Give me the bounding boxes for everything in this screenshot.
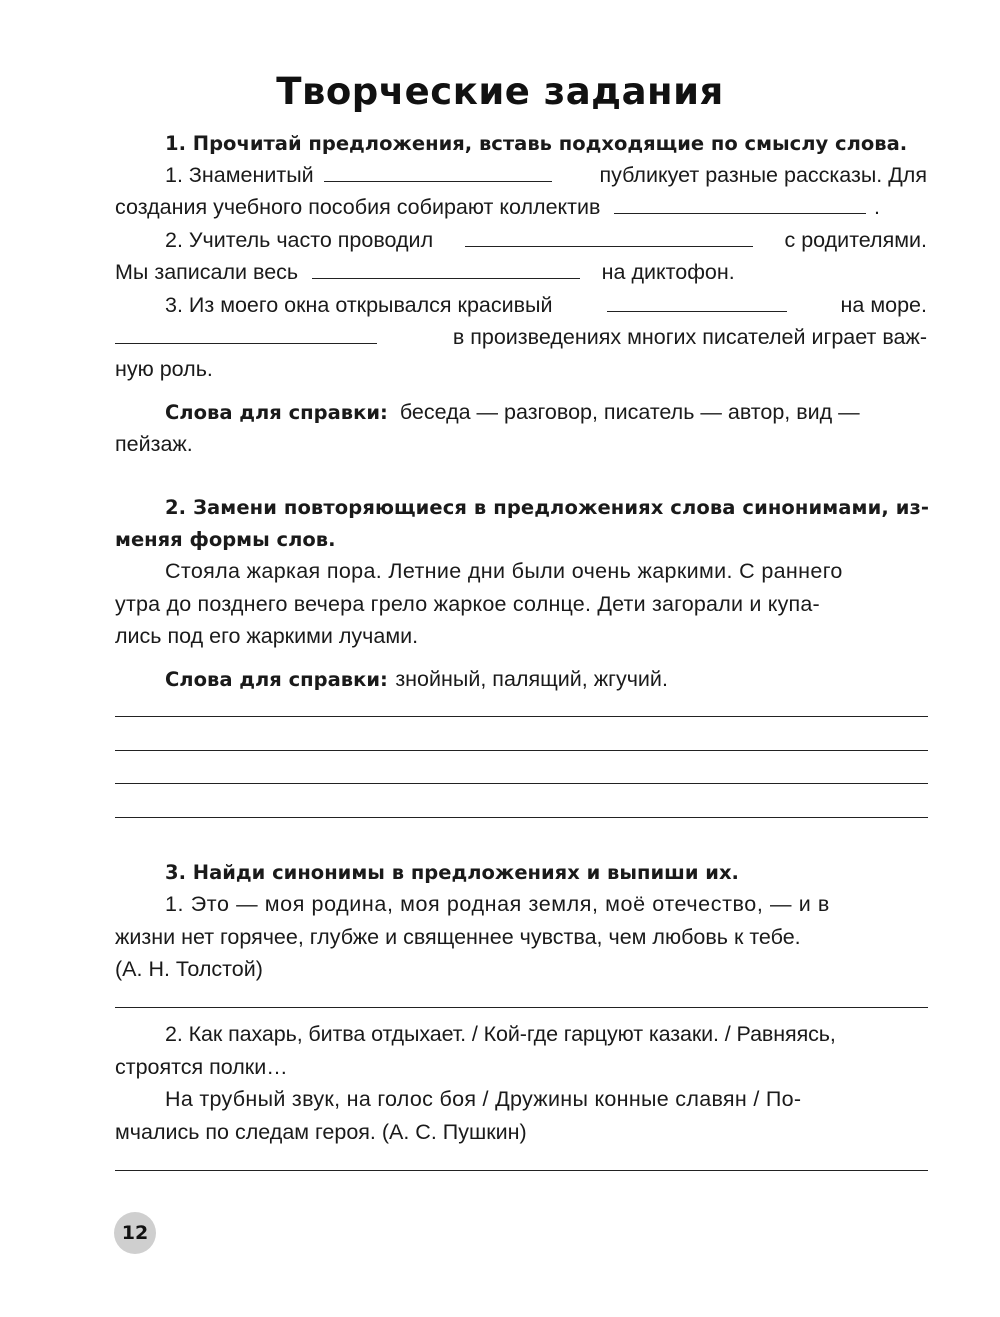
task1-sentence1-line: 1. Знаменитый публикует разные рассказы. Для	[165, 163, 927, 187]
task3-passage2-line1: 2. Как пахарь, битва отдыхает. / Кой-где гарцуют казаки. / Равняясь,	[165, 1022, 836, 1046]
answer-blank[interactable]	[465, 245, 753, 247]
task1-reference: Слова для справки: беседа — разговор, писатель — автор, вид —	[165, 400, 860, 424]
task2-reference: Слова для справки: знойный, палящий, жгучий.	[165, 667, 668, 691]
task1-reference-line2: пейзаж.	[115, 432, 193, 456]
page-number: 12	[114, 1212, 156, 1254]
task1-sentence2-line2: Мы записали весь на диктофон.	[115, 260, 735, 284]
task1-sentence3-line3: ную роль.	[115, 357, 213, 381]
task2-heading: 2. Замени повторяющиеся в предложениях слова синонимами, из-	[165, 496, 930, 519]
task1-sentence1-line2: создания учебного пособия собирают коллектив .	[115, 195, 880, 219]
task1-sentence3-line2: в произведениях многих писателей играет важ-	[115, 321, 927, 353]
task1-sentence3-line: 3. Из моего окна открывался красивый на море.	[165, 293, 927, 317]
task1-heading: 1. Прочитай предложения, вставь подходящие по смыслу слова.	[165, 132, 908, 155]
task1-sentence2-line: 2. Учитель часто проводил с родителями.	[165, 228, 927, 252]
task3-passage1-line1: 1. Это — моя родина, моя родная земля, моё отечество, — и в	[165, 892, 830, 916]
answer-line[interactable]	[115, 716, 928, 717]
task2-text-line1: Стояла жаркая пора. Летние дни были очень жаркими. С раннего	[165, 559, 843, 583]
task3-heading: 3. Найди синонимы в предложениях и выпиши их.	[165, 861, 739, 884]
task3-passage1-line2: жизни нет горячее, глубже и священнее чувства, чем любовь к тебе.	[115, 925, 801, 949]
answer-line[interactable]	[115, 817, 928, 818]
answer-blank[interactable]	[115, 342, 377, 344]
task3-passage2-line2: строятся полки…	[115, 1055, 288, 1079]
answer-blank[interactable]	[312, 277, 580, 279]
answer-blank[interactable]	[324, 180, 552, 182]
answer-blank[interactable]	[614, 212, 866, 214]
task2-heading-line2: меняя формы слов.	[115, 528, 336, 551]
answer-blank[interactable]	[607, 310, 787, 312]
page-title: Творческие задания	[276, 70, 724, 113]
answer-line[interactable]	[115, 1170, 928, 1171]
task3-passage1-line3: (А. Н. Толстой)	[115, 957, 263, 981]
task3-passage2-line3: На трубный звук, на голос боя / Дружины конные славян / По-	[165, 1087, 802, 1111]
task3-passage2-line4: мчались по следам героя. (А. С. Пушкин)	[115, 1120, 527, 1144]
task2-text-line2: утра до позднего вечера грело жаркое солнце. Дети загорали и купа-	[115, 592, 820, 616]
answer-line[interactable]	[115, 1007, 928, 1008]
answer-line[interactable]	[115, 783, 928, 784]
task2-text-line3: лись под его жаркими лучами.	[115, 624, 419, 648]
answer-line[interactable]	[115, 750, 928, 751]
